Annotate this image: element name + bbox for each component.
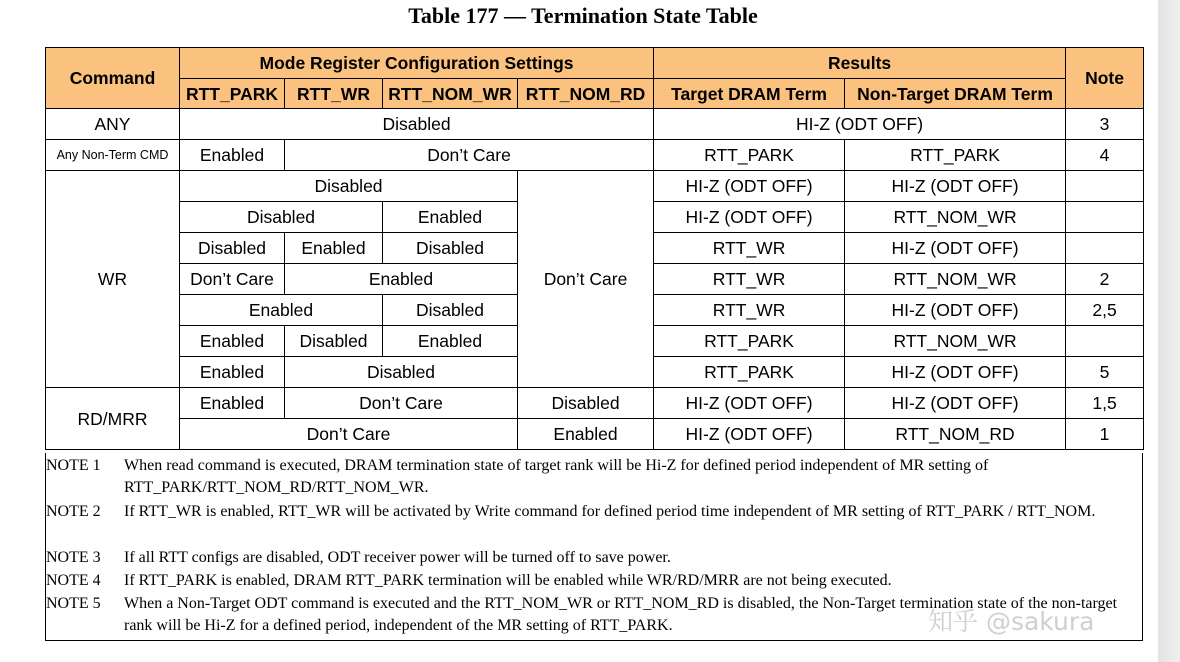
rtt-park-cell: Enabled — [180, 388, 285, 419]
nontarget-cell: HI-Z (ODT OFF) — [845, 388, 1066, 419]
page-gutter — [1158, 0, 1180, 662]
header-mode-register: Mode Register Configuration Settings — [180, 48, 654, 79]
target-cell: HI-Z (ODT OFF) — [654, 419, 845, 450]
header-note: Note — [1066, 48, 1144, 109]
rtt-park-cell: Disabled — [180, 233, 285, 264]
rtt-nom-wr-cell: Disabled — [383, 295, 518, 326]
target-cell: HI-Z (ODT OFF) — [654, 388, 845, 419]
nontarget-cell: HI-Z (ODT OFF) — [845, 233, 1066, 264]
note-cell — [1066, 326, 1144, 357]
header-target-term: Target DRAM Term — [654, 79, 845, 109]
nontarget-cell: RTT_PARK — [845, 140, 1066, 171]
rtt-wr-cell: Disabled — [285, 326, 383, 357]
nontarget-cell: RTT_NOM_WR — [845, 264, 1066, 295]
command-cell: ANY — [46, 109, 180, 140]
settings-cell: Disabled — [180, 171, 518, 202]
settings-cell: Enabled — [285, 264, 518, 295]
target-cell: RTT_PARK — [654, 326, 845, 357]
note-cell — [1066, 202, 1144, 233]
table-row — [46, 419, 1144, 450]
target-cell: RTT_PARK — [654, 357, 845, 388]
command-cell: Any Non-Term CMD — [46, 140, 180, 171]
header-results: Results — [654, 48, 1066, 79]
nontarget-cell: RTT_NOM_RD — [845, 419, 1066, 450]
settings-cell: Enabled — [180, 295, 383, 326]
results-cell: HI-Z (ODT OFF) — [654, 109, 1066, 140]
table-row — [46, 171, 1144, 202]
nontarget-cell: RTT_NOM_WR — [845, 202, 1066, 233]
settings-cell: Don’t Care — [285, 140, 654, 171]
table-row — [46, 109, 1144, 140]
rtt-park-cell: Enabled — [180, 140, 285, 171]
rtt-park-cell: Don’t Care — [180, 264, 285, 295]
table-row — [46, 388, 1144, 419]
table-title: Table 177 — Termination State Table — [408, 3, 758, 28]
rtt-nom-rd-cell: Disabled — [518, 388, 654, 419]
rtt-nom-rd-cell: Don’t Care — [518, 171, 654, 388]
nontarget-cell: HI-Z (ODT OFF) — [845, 295, 1066, 326]
note-cell: 1 — [1066, 419, 1144, 450]
nontarget-cell: RTT_NOM_WR — [845, 326, 1066, 357]
rtt-nom-wr-cell: Disabled — [383, 233, 518, 264]
header-rtt-nom-wr: RTT_NOM_WR — [383, 79, 518, 109]
rtt-park-cell: Enabled — [180, 357, 285, 388]
notes-section — [45, 453, 1143, 641]
note-text: When a Non-Target ODT command is executed and the RTT_NOM_WR or RTT_NOM_RD is disabled, the Non-Target termination state of the non-target rank will be Hi-Z for a defined period, independent of the MR setting of RTT_PARK. — [124, 595, 1118, 634]
header-rtt-nom-rd: RTT_NOM_RD — [518, 79, 654, 109]
note-label: NOTE 5 — [46, 595, 101, 612]
command-cell: WR — [46, 171, 180, 388]
termination-state-table — [45, 47, 1144, 450]
rtt-nom-rd-cell: Enabled — [518, 419, 654, 450]
settings-cell: Disabled — [180, 109, 654, 140]
note-cell: 5 — [1066, 357, 1144, 388]
note-text: If RTT_WR is enabled, RTT_WR will be activated by Write command for defined period time independent of MR setting of RTT_PARK / RTT_NOM. — [124, 503, 1096, 520]
settings-cell: Disabled — [285, 357, 518, 388]
target-cell: RTT_WR — [654, 264, 845, 295]
rtt-wr-cell: Enabled — [285, 233, 383, 264]
settings-cell: Disabled — [180, 202, 383, 233]
header-command: Command — [46, 48, 180, 109]
note-text: If all RTT configs are disabled, ODT receiver power will be turned off to save power. — [124, 549, 671, 566]
note-cell: 2 — [1066, 264, 1144, 295]
note-cell: 3 — [1066, 109, 1144, 140]
settings-cell: Don’t Care — [180, 419, 518, 450]
note-label: NOTE 2 — [46, 503, 101, 520]
nontarget-cell: HI-Z (ODT OFF) — [845, 357, 1066, 388]
note-cell — [1066, 171, 1144, 202]
command-cell: RD/MRR — [46, 388, 180, 450]
note-text: If RTT_PARK is enabled, DRAM RTT_PARK termination will be enabled while WR/RD/MRR are not being executed. — [124, 572, 892, 589]
watermark: 知乎 @sakura — [928, 607, 1095, 636]
note-label: NOTE 4 — [46, 572, 101, 589]
header-nontarget-term: Non-Target DRAM Term — [845, 79, 1066, 109]
target-cell: RTT_WR — [654, 233, 845, 264]
note-label: NOTE 3 — [46, 549, 101, 566]
target-cell: RTT_WR — [654, 295, 845, 326]
note-cell: 1,5 — [1066, 388, 1144, 419]
header-rtt-park: RTT_PARK — [180, 79, 285, 109]
header-rtt-wr: RTT_WR — [285, 79, 383, 109]
settings-cell: Don’t Care — [285, 388, 518, 419]
nontarget-cell: HI-Z (ODT OFF) — [845, 171, 1066, 202]
note-label: NOTE 1 — [46, 457, 101, 474]
note-cell: 4 — [1066, 140, 1144, 171]
table-row — [46, 140, 1144, 171]
rtt-nom-wr-cell: Enabled — [383, 326, 518, 357]
rtt-park-cell: Enabled — [180, 326, 285, 357]
target-cell: HI-Z (ODT OFF) — [654, 202, 845, 233]
target-cell: RTT_PARK — [654, 140, 845, 171]
note-cell — [1066, 233, 1144, 264]
target-cell: HI-Z (ODT OFF) — [654, 171, 845, 202]
note-cell: 2,5 — [1066, 295, 1144, 326]
note-text: When read command is executed, DRAM termination state of target rank will be Hi-Z for defined period independent of MR setting of RTT_PARK/RTT_NOM_RD/RTT_NOM_WR. — [124, 457, 989, 496]
rtt-nom-wr-cell: Enabled — [383, 202, 518, 233]
